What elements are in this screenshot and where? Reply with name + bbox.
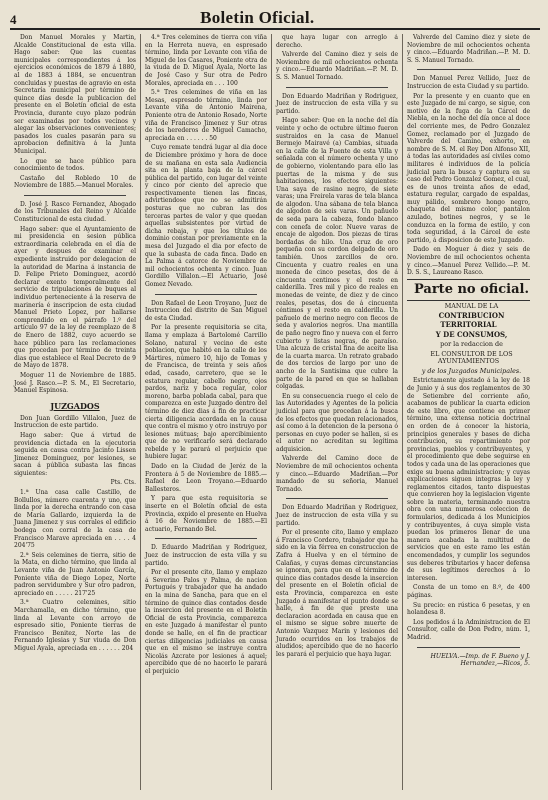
page-number: 4 [10, 12, 17, 27]
edict-paragraph: Don Manuel Morales y Martin, Alcalde Constitucional de esta villa. Hago saber: Que las cuentas municipales correspondientes á los ejercicios económicos de 1879 á 1880, al de 1883 á 1884, se encuentran concluidas y puestas de agravio en esta Secretaría municipal por término de quince días desde la publicacion del presente en el Boletín oficial de esta Provincia, durante cuyo plazo podrán ser examinadas por todos vecinos y alegar las observaciones convenientes; pasados los cuales pasarán para su aprobacion definitiva á la Junta Municipal. [14, 34, 136, 155]
divider [24, 195, 126, 196]
price-header: Pts. Cts. [110, 479, 136, 487]
edict-signature: Valverde del Camino doce de Noviembre de mil ochocientos ochenta y cinco.—Eduardo Madriñan.—Por mandado de su señoria, Manuel Tornado. [276, 455, 398, 493]
edict-heading: D. Eduardo Madriñan y Rodriguez, Juez de instruccion de esta villa y su partido. [145, 544, 267, 567]
edict-paragraph: Por el presente cito, llamo y emplazo á Francisco Cordero, trabajador que ha sido en la via férrea en construccion de Zafra á Huelva y en el término de Calañas, y cuyas demas circunstancias se ignoran, para que en el término de quince dias contados desde la insercion del presente en el Boletín oficial de esta Provincia, comparezca en este Juzgado á manifestar el punto donde se halle, á fin de que preste una declaracion acordada en causa que en el mismo se sigue sobre muerte de Antonio Vazquez Marin y lesiones del Jurado ocurridos en los trabajos de aludidos; apercibido que de no hacerlo les parará el perjuicio que haya lugar. [276, 529, 398, 658]
edict-heading: Don Eduardo Madriñan y Rodriguez, Juez de instruccion de esta villa y su partido. [276, 504, 398, 527]
edict-paragraph: Y para que esta requisitoria se inserte en el Boletín oficial de esta Provincia, expido el presente en Huelva á 16 de Noviembre de 1885.—El actuario, Fernando Bel. [145, 495, 267, 533]
edict-paragraph: Por el presente cito, llamo y emplazo á Severino Palos y Palma, de nacion Portugués y trabajador que ha andado en la mina de Sancha, para que en el término de quince dias contados desde la insercion del presente en el Boletín Oficial de esta Provincia, comparezca en este Juzgado á manifestar el punto donde se halle, en el fin de practicar ciertas diligencias judiciales en causa que en el mismo se instruye contra Nicolás Azcrate por lesiones á aquel; apercibido que de no hacerlo le parará el perjuicio [145, 569, 267, 675]
ad-paragraph: Estrictamente ajustado á la ley de 18 de Junio y á sus dos reglamentos de 30 de Setiembre del corriente año, acabamos de publicar la cuarta edicion de este libro, que contiene en primer término, una extensa noticia doctrinal en orden de á conocer la historia, principios generales y bases de dicha contribucion, su repartimiento por provincias, pueblos y contribuyentes, y el procedimiento que debe seguirse en todos y cada una de las operaciones que exige su buena administracion; y cuyas explicaciones siguen integras la ley y reglamentos citados, tanto dispuestas que convieren hoy la legislacion vigente sobre la materia, terminando nuestra obra con una numerosa coleccion de formularios, dedicada á los Municipios y contribuyentes, á cuya simple vista puedan los primeros llenar de una manera acabada la multitud de servicios que en este ramo les están encomendados, y cumplir los segundos sus deberes tributarios y hacer defensa de sus legítimos derechos á lo interesen. [407, 377, 531, 582]
section-title: JUZGADOS [50, 400, 100, 411]
edict-paragraph: Lo que se hace público para conocimiento de todos. [14, 157, 136, 173]
property-item: 5.ª Tres celemines de viña en las Mesas, espresado término, linda por Levante viña de Antonio Mairena, Poniente otra de Antonio Rosado, Norte viña de Francisco Jimenez y Sur otras de los herederos de Miguel Camacho, apreciada en . . . . . . 50 [145, 89, 267, 142]
book-publisher: EL CONSULTOR DE LOS AYUNTAMIENTOS [430, 349, 513, 366]
edict-paragraph: En su consecuencia ruego el celo de las Autoridades y Agentes de la policia judicial para que procedan á la busca de los efectos que quedan relacionados, así como á la detencion de la persona ó personas en cuyo poder se hallen, si es el autor no acreditan su legítima adquisicion. [276, 392, 398, 453]
column-4 [403, 34, 534, 790]
book-title-main: CONTRIBUCION TERRITORIAL [438, 311, 505, 329]
edict-paragraph: Por la presente requisitoria se cita, llama y emplaza á Bartolomé Carrillo Solano, natural y vecino de este poblacion, que habitó en la calle de los Mártires, número 10, hijo de Tomas y de Francisca, de treinta y seis años edad, casado, carretero, que se le estatura regular, cabello negro, ojos pardos, nariz y boca regular, color moreno, barba poblada cabal, para que comparezca en este Juzgado dentro del término de diez dias á fin de practicar cierta diligencia acordada en la causa que contra el mismo y otro instruyo por lesiones mútuas; bajo apercibimiento que de no verificarlo será declarado rebelde y le parará el perjuicio que hubiere lugar. [145, 324, 267, 461]
edict-signature: Valverde del Camino diez y seis de Noviembre de mil ochocientos ochenta y cinco.—Eduardo Madriñan.—P. M. D. S. S. Manuel Tornado. [276, 51, 398, 81]
edict-paragraph: Hago saber: Que en la noche del día veinte y ocho de octubre último fueron sustraidos en la casa de Manuel Bermejo Mairavé (a) Cambias, situada en la calle de la Fuente de esta Villa y señalada con el número ochenta y uno de gobierno, violentando para ello las puertas de la misma y de sus habitaciones, los efectos siguientes: Una saya de rasino negro, de siete varas; una Freirela varas de tela blanca de algodon. Una sábana de tela blanca de algodon de seis varas. Un pañuelo de seda para la cabeza, fondo blanco con cenefa de color. Nueve varas de encaje de algodon. Dos piezas de tiras bordadas de hilo. Una cruz de oro pequeña con su cordon delgado de oro también. Unos zarcillos de oro. Cincuenta y cuatro reales en una moneda de cinco pesetas, dos de á cincuenta centimos y el resto en calderilla. Tres mil y pico de reales en monedas de veinte, de diez y de cinco reales, pesetas, dos de á cincuenta céntimos y el resto en calderilla. Un pañuelo de merino negro con flecos de seda y avalorios negros. Una mantilla de paño negro fino y nueva con el ferro cubierto y listas negras, de paraíso. Una alcuza de cristal fina de aceite lisa de la cuarta marca. Un retrato grabado de dos tercios de largo por uno de ancho de la Santisima que cubre la parte de la pared en que se hallaban colgadas. [276, 117, 398, 391]
part-title: Parte no oficial. [407, 279, 530, 301]
edict-heading: Don Rafael de Leon Troyano, Juez de Instruccion del distrito de San Miguel de esta Ciudad. [145, 299, 267, 322]
newspaper-title: Boletin Oficial. [200, 8, 315, 27]
edict-paragraph: que haya lugar con arreglo á derecho. [276, 34, 398, 49]
edict-signature: Dado en Moguer á diez y seis de Noviembre de mil ochocientos ochenta y cinco.—Manuel Perez Vellido.—P. M. D. S. S., Laureano Rasco. [407, 246, 530, 277]
edict-signature: Castaño del Robledo 10 de Noviembre de 1885.—Manuel Morales. [14, 174, 136, 190]
edict-paragraph: Hago saber: Que á virtud de providencia dictada en la ejecutoria seguida en causa contra Jacinto Lissen Jimenez Dominguez, por lesiones, se sacan á pública subasta las fincas siguientes: [14, 431, 136, 477]
edict-paragraph: Dado en la Ciudad de Jeréz de la Frontera á 5 de Noviembre de 1885.—Rafael de Leon Troyano.—Eduardo Ballesteros. [145, 463, 267, 493]
property-item: 4.ª Tres celemines de tierra con viña en la Herreta nueva, en espresado término, linda por Levante con viña de Miguel de los Casares, Poniente otra de la viuda de D. Miguel Ayala, Norte las de José Caso y Sur otra de Pedro Morales, apreciada en . . . 100 [145, 34, 267, 87]
edict-heading: D. José J. Rasco Fernandez, Abogado de los Tribunales del Reino y Alcalde Constitucional de esta ciudad. [14, 200, 136, 224]
text-columns [10, 34, 540, 790]
property-item: 1.ª Una casa calle Castillo, de Bollullos, número cuarenta y uno, que linda por la derecha entrando con casa de María Gallardo, izquierda la de Juana Jimenez y sus corrales el edificio bodega con corral de la casa de Francisco Marave apreciada en . . . . 4 204'75 [14, 489, 136, 550]
book-publisher-sub: y de los Juzgados Municipales. [421, 366, 522, 375]
ad-paragraph: Los pedidos á la Administracion de El Consultor, calle de Don Pedro, núm. 1, Madrid. [407, 618, 530, 641]
divider [417, 69, 520, 70]
divider [286, 498, 388, 499]
edict-heading: Don Juan Gordillo Villalon, Juez de Instruccion de este partido. [14, 414, 136, 430]
book-byline: por la redaccion de [440, 340, 503, 349]
property-item: 3.ª Cuatro celemines, sitio Marchamalla, en dicho término, que linda al Levante con arroyo de espresado sitio, Poniente tierras de Francisco Benitez, Norte las de Fernando Iglesias y Sur viuda de Don Miguel Ayala, apreciada en . . . . . . 204 [14, 599, 136, 652]
book-title-sub: Y DE CONSUMOS, [435, 329, 508, 339]
edict-paragraph: Cuyo remate tendrá lugar al dia doce de Diciembre próximo y hora de doce de su mañana en esta sala Audiencia sita en la planta baja de la cárcel pública del partido, con lugar del veinte y cinco por ciento del aprecio que respectivamente tienen las fincas, advirtiendose que no se admitirán posturas que no cubran las dos terceras partes de valor y que quedan aquellas subsistentes por virtud de dicha rebaja, y que los títulos de dominio constan por previamente en la mesa del Juzgado el dia por efecto de que la subasta de cada finca. Dado en La Palma á catorce de Noviembre de mil ochocientos ochenta y cinco. Juan Gordillo Villalon.—El Actuario, José Gomez Nevado. [145, 144, 267, 288]
divider [155, 538, 257, 539]
column-1 [10, 34, 141, 790]
edict-paragraph: Por la presente y en cuanto que en este Juzgado de mi cargo, se sigue, con motivo de la fuga de la Cárcel de Niebla, en la noche del día once al doce del corriente mes, de Pedro Gonzalez Gomez, reclamado por el Juzgado de Valverde del Camino, exhorto, en nombre de S. M. el Rey Don Alfonso XII, á todas las autoridades así civiles como militares é individuos de la policía judicial para la busca y captura en su caso del Pedro Gonzalez Gomez, el cual, es de unos treinta años de edad, estatura regular, cargado de espaldas, muy pálido, sombrero hongo negro, chaqueta del mismo color, pantalon azulado, botines negros, y se le conduzca en la forma de estilo, y con toda seguridad, á la Cárcel de este partido, á disposicion de este Juzgado. [407, 92, 530, 244]
edict-signature: Moguer 11 de Noviembre de 1885. José J. Rasco.—P. S. M., El Secretario, Manuel Espinosa. [14, 371, 136, 395]
column-2 [141, 34, 272, 790]
ad-paragraph: Consta de un tomo en 8.º, de 400 páginas. [407, 584, 530, 600]
book-title-small: MANUAL DE LA [444, 301, 499, 310]
column-3 [272, 34, 403, 790]
edict-paragraph: Hago saber: que el Ayuntamiento de mi presidencia en sesion pública extraordinaria celebrada en el día de ayer y despues de examinar el expediente instruido por delegacion de la autoridad de Marina á instancia de D. Felipe Prieto Dominguez, acordó declarar exento temporalmente del servicio de tripulaciones de buques al individuo perteneciente á la reserva de marinería é inscripcion de esta ciudad Manuel Prieto Lopez, por hallarse comprendido en el párrafo 1.º del artículo 97 de la ley de reemplazo de 8 de Enero de 1882, cuyo acuerdo se hace público para las reclamaciones que procedan por término de treinta dias que establece el Real Decreto de 9 de Mayo de 1878. [14, 225, 136, 370]
ad-paragraph: Su precio: en rústica 6 pesetas, y en holandesa 8. [407, 601, 530, 617]
divider [286, 87, 388, 88]
edict-heading: Don Eduardo Madriñan y Rodriguez, Juez de instruccion de esta villa y su partido. [276, 92, 398, 115]
edict-heading: Don Manuel Perez Vellido, Juez de Instruccion de esta Ciudad y su partido. [407, 75, 530, 90]
page-header [10, 6, 540, 30]
divider [155, 294, 257, 295]
printer-imprint: HUELVA.—Imp. de F. Bueno y J. Hernandez,—Ricos, 5. [430, 652, 530, 668]
property-item: 2.ª Seis celemines de tierra, sitio de la Mata, en dicho término, que linda al Levante viña de Juan Antonio García, Poniente viña de Diego Lopez, Norte padron servidumbre y Sur otro padron, apreciado en . . . . . 217'25 [14, 551, 136, 597]
edict-signature: Valverde del Camino diez y siete de Noviembre de mil ochocientos ochenta y cinco.—Eduardo Madriñan.—P. M. D. S. S. Manuel Tornado. [407, 34, 530, 64]
divider [417, 647, 520, 648]
